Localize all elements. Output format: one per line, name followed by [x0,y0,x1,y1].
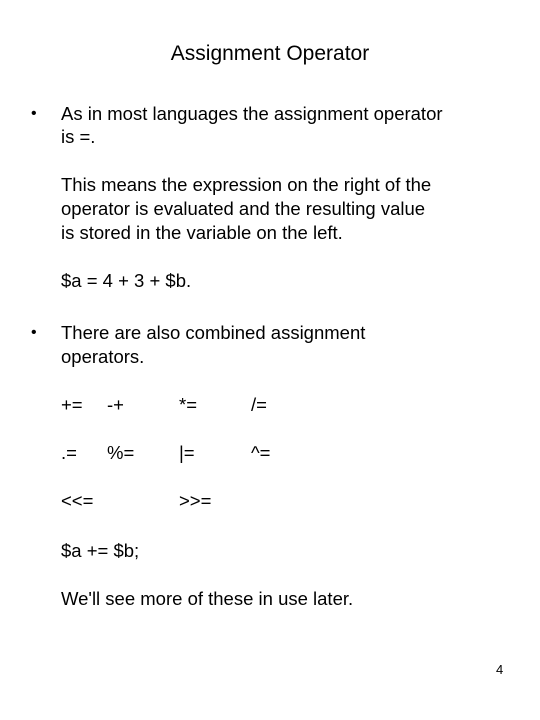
operator-item: .= [61,442,77,463]
bullet1-line1: As in most languages the assignment operator [61,103,443,124]
operator-item: *= [179,394,198,415]
bullet-marker: • [31,105,37,122]
bullet-marker: • [31,324,37,341]
closing-note: We'll see more of these in use later. [61,588,354,609]
bullet2-line2: operators. [61,346,145,367]
operator-item: -+ [107,394,124,415]
code-example-2: $a += $b; [61,540,140,561]
code-example-1: $a = 4 + 3 + $b. [61,270,192,291]
slide-title: Assignment Operator [170,42,370,65]
operator-item: ^= [251,442,271,463]
operator-item: /= [251,394,267,415]
operator-item: |= [179,442,195,463]
operator-item: += [61,394,83,415]
paragraph-line3: is stored in the variable on the left. [61,222,343,243]
operator-item: >>= [179,490,212,511]
paragraph-line1: This means the expression on the right of the [61,174,432,195]
paragraph-line2: operator is evaluated and the resulting value [61,198,426,219]
bullet1-line2: is =. [61,126,96,147]
operator-item: <<= [61,490,94,511]
page-number: 4 [496,662,504,677]
operator-item: %= [107,442,135,463]
bullet2-line1: There are also combined assignment [61,322,366,343]
